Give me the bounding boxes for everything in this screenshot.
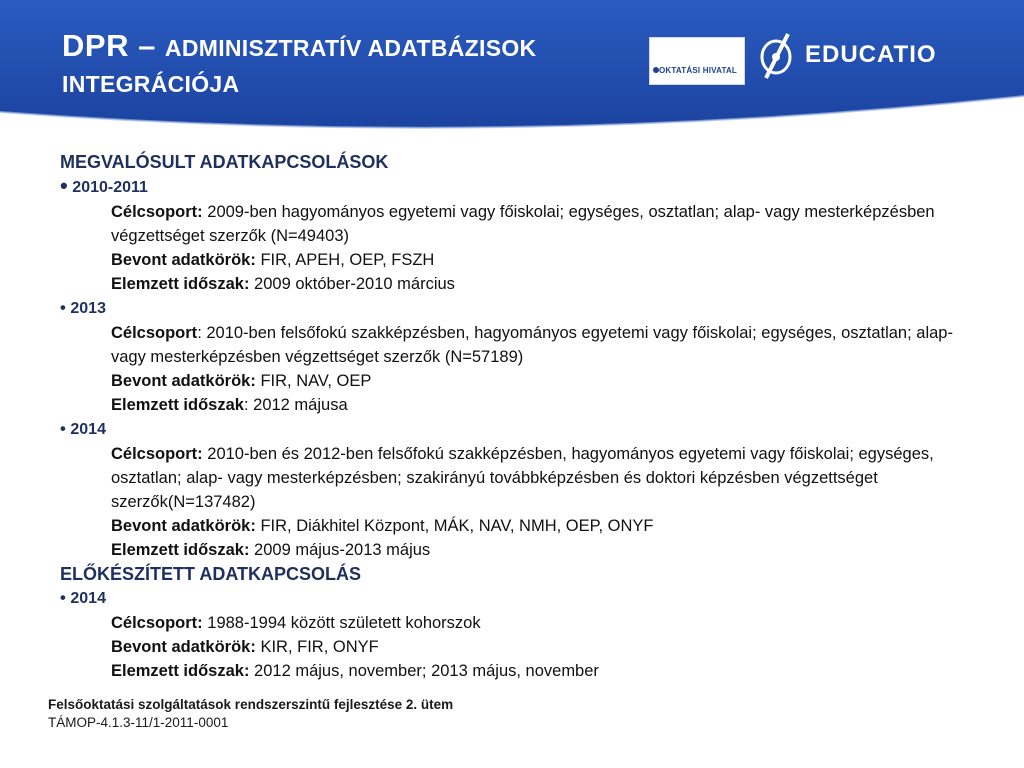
bullet-dot-icon: • <box>60 173 68 198</box>
analysis-period: Elemzett időszak: 2009 október-2010 március <box>111 275 455 293</box>
title-line2: INTEGRÁCIÓJA <box>62 71 240 97</box>
footer-project-code: TÁMOP-4.1.3-11/1-2011-0001 <box>48 715 229 730</box>
bullet-year: 2013 <box>70 300 106 317</box>
data-sources: Bevont adatkörök: KIR, FIR, ONYF <box>111 638 379 656</box>
target-group: Célcsoport: 2010-ben és 2012-ben felsőfokú szakképzésben, hagyományos egyetemi vagy főiskolai; egységes, osztatlan; alap- vagy mesterképzésben; szakirányú továbbképzésben és doktori képzésben végzettséget szerzők(N=137482) <box>111 445 934 511</box>
analysis-period: Elemzett időszak: 2012 május, november; 2013 május, november <box>111 662 599 680</box>
educatio-logo-text: EDUCATIO <box>805 41 937 68</box>
target-group: Célcsoport: 2010-ben felsőfokú szakképzésben, hagyományos egyetemi vagy főiskolai; egységes, osztatlan; alap- vagy mesterképzésben végzettséget szerzők (N=57189) <box>111 324 953 366</box>
data-sources: Bevont adatkörök: FIR, NAV, OEP <box>111 372 372 390</box>
section-title-prepared: ELŐKÉSZÍTETT ADATKAPCSOLÁS <box>60 564 361 584</box>
footer <box>48 696 453 732</box>
target-group: Célcsoport: 2009-ben hagyományos egyetemi vagy főiskolai; egységes, osztatlan; alap- vagy mesterképzésben végzettséget szerzők (N=49403) <box>111 203 935 245</box>
entry-2013 <box>60 321 980 417</box>
slide-title <box>62 30 622 104</box>
slide-content <box>60 150 980 683</box>
educatio-emblem-icon <box>752 28 804 84</box>
bullet-year: 2014 <box>70 421 106 438</box>
analysis-period: Elemzett időszak: 2009 május-2013 május <box>111 541 431 559</box>
title-main: DPR – <box>62 28 165 63</box>
bullet-2010-2011 <box>60 174 980 200</box>
entry-2010-2011 <box>60 200 980 296</box>
oktatasi-hivatal-logo <box>649 37 745 85</box>
bullet-2014: • 2014 <box>60 420 106 438</box>
entry-2014 <box>60 442 980 562</box>
header-banner <box>0 0 1024 130</box>
analysis-period: Elemzett időszak: 2012 májusa <box>111 396 348 414</box>
bullet-year: 2010-2011 <box>72 179 148 196</box>
title-rest-line1: ADMINISZTRATÍV ADATBÁZISOK <box>164 35 537 61</box>
educatio-logo <box>752 28 972 84</box>
target-group: Célcsoport: 1988-1994 között született kohorszok <box>111 614 481 632</box>
footer-project-name: Felsőoktatási szolgáltatások rendszerszintű fejlesztése 2. ütem <box>48 697 454 712</box>
oh-logo-text: OKTATÁSI HIVATAL <box>659 66 738 75</box>
bullet-year: 2014 <box>70 590 106 607</box>
data-sources: Bevont adatkörök: FIR, Diákhitel Központ, MÁK, NAV, NMH, OEP, ONYF <box>111 517 654 535</box>
entry-2014-prepared <box>60 611 980 683</box>
section-title-realized: MEGVALÓSULT ADATKAPCSOLÁSOK <box>60 152 389 172</box>
data-sources: Bevont adatkörök: FIR, APEH, OEP, FSZH <box>111 251 435 269</box>
bullet-2014-prepared: • 2014 <box>60 589 106 607</box>
bullet-2013: • 2013 <box>60 299 106 317</box>
